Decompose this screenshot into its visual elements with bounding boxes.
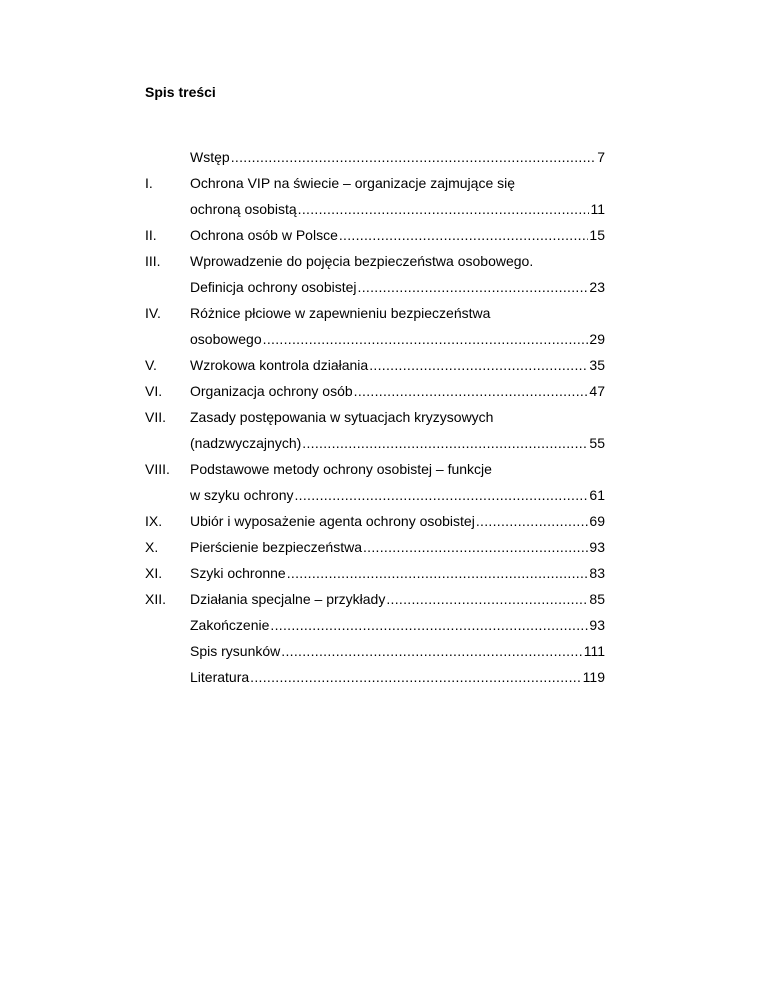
toc-dot-leader (339, 226, 589, 244)
toc-entry-body (190, 356, 605, 374)
toc-entry-number: III. (145, 253, 161, 269)
toc-page-number: 83 (589, 565, 605, 581)
toc-entry-body (190, 616, 605, 634)
toc-entry (145, 512, 605, 530)
toc-page-number: 69 (589, 513, 605, 529)
toc-entry-title: Ochrona osób w Polsce (190, 227, 338, 243)
toc-entry-number (145, 668, 190, 686)
toc-entry-body (190, 174, 605, 218)
toc-entry (145, 538, 605, 556)
toc-dot-leader (294, 486, 588, 504)
toc-entry-title-line: Wprowadzenie do pojęcia bezpieczeństwa osobowego. (190, 253, 534, 269)
toc-entry (145, 148, 605, 166)
toc-entry (145, 668, 605, 686)
toc-page-number: 119 (582, 669, 605, 685)
page-title: Spis treści (145, 84, 216, 100)
toc-entry-number: X. (145, 539, 159, 555)
toc-entry-body (190, 564, 605, 582)
toc-entry (145, 590, 605, 608)
toc-entry (145, 174, 605, 218)
toc-entry-body (190, 226, 605, 244)
toc-entry-title-line: Różnice płciowe w zapewnieniu bezpieczeństwa (190, 305, 491, 321)
toc-page-number: 111 (583, 643, 605, 659)
toc-entry-number (145, 148, 190, 166)
toc-entry-body (190, 590, 605, 608)
toc-entry-number: XII. (145, 591, 167, 607)
toc-page-number: 93 (589, 539, 605, 555)
toc-dot-leader (358, 278, 589, 296)
toc-dot-leader (386, 590, 588, 608)
toc-entry-last-line (190, 668, 605, 686)
toc-dot-leader (476, 512, 589, 530)
toc-entry-body (190, 408, 605, 452)
toc-entry-number: V. (145, 357, 157, 373)
toc-entry-title: osobowego (190, 331, 262, 347)
toc-entry-title-line: Ochrona VIP na świecie – organizacje zajmujące się (190, 175, 516, 191)
toc-entry-number: VII. (145, 409, 167, 425)
toc-entry-number: XI. (145, 565, 163, 581)
toc-dot-leader (270, 616, 588, 634)
toc-entry-last-line (190, 382, 605, 400)
toc-entry-title: Spis rysunków (190, 643, 281, 659)
toc-entry-last-line (190, 200, 605, 218)
toc-dot-leader (281, 642, 582, 660)
toc-page-number: 23 (589, 279, 605, 295)
toc-dot-leader (250, 668, 582, 686)
toc-entry (145, 564, 605, 582)
toc-entry-title-line: Podstawowe metody ochrony osobistej – funkcje (190, 461, 492, 477)
toc-entry (145, 356, 605, 374)
toc-entry-title: Literatura (190, 669, 250, 685)
toc-page-number: 7 (597, 149, 605, 165)
toc-entry-last-line (190, 486, 605, 504)
toc-entry-last-line (190, 330, 605, 348)
toc-entry (145, 252, 605, 296)
toc-entry-title-line: Zasady postępowania w sytuacjach kryzysowych (190, 409, 494, 425)
toc-entry-title: Organizacja ochrony osób (190, 383, 353, 399)
toc-page-number: 29 (589, 331, 605, 347)
toc-entry-last-line (190, 642, 605, 660)
toc-entry-number (145, 642, 190, 660)
toc-entry (145, 304, 605, 348)
toc-entry-last-line (190, 590, 605, 608)
toc-entry (145, 460, 605, 504)
toc-dot-leader (287, 564, 589, 582)
toc-entry (145, 382, 605, 400)
toc-entry-last-line (190, 538, 605, 556)
toc-entry-number: II. (145, 227, 157, 243)
toc-entry-title: Definicja ochrony osobistej (190, 279, 357, 295)
toc-dot-leader (363, 538, 588, 556)
toc-entry-last-line (190, 148, 605, 166)
toc-dot-leader (231, 148, 597, 166)
toc-page-number: 85 (589, 591, 605, 607)
toc-entry-number: IV. (145, 305, 161, 321)
toc-entry-last-line (190, 434, 605, 452)
toc-entry-body (190, 252, 605, 296)
toc-entry-body (190, 148, 605, 166)
toc-entry-title: Wstęp (190, 149, 230, 165)
toc-entry-title: Szyki ochronne (190, 565, 286, 581)
toc-entry-body (190, 382, 605, 400)
toc-page-number: 61 (589, 487, 605, 503)
toc-entry-last-line (190, 356, 605, 374)
table-of-contents (145, 148, 605, 694)
toc-entry-last-line (190, 278, 605, 296)
toc-page-number: 15 (589, 227, 605, 243)
toc-entry-number: I. (145, 175, 153, 191)
toc-entry-body (190, 538, 605, 556)
toc-entry-title: Ubiór i wyposażenie agenta ochrony osobistej (190, 513, 475, 529)
toc-entry-title: Wzrokowa kontrola działania (190, 357, 369, 373)
toc-entry-number: VI. (145, 383, 163, 399)
toc-entry-title: Zakończenie (190, 617, 270, 633)
toc-entry-title: Pierścienie bezpieczeństwa (190, 539, 362, 555)
toc-entry-number: IX. (145, 513, 163, 529)
toc-entry-title: w szyku ochrony (190, 487, 294, 503)
toc-entry-number (145, 616, 190, 634)
toc-entry-body (190, 304, 605, 348)
toc-entry-last-line (190, 512, 605, 530)
toc-entry-body (190, 642, 605, 660)
toc-entry-body (190, 668, 605, 686)
toc-entry-title: (nadzwyczajnych) (190, 435, 302, 451)
toc-page-number: 11 (590, 201, 605, 217)
toc-entry-last-line (190, 616, 605, 634)
toc-entry (145, 226, 605, 244)
toc-entry-body (190, 512, 605, 530)
toc-entry (145, 408, 605, 452)
toc-entry-last-line (190, 564, 605, 582)
toc-entry-title: ochroną osobistą (190, 201, 297, 217)
toc-entry-body (190, 460, 605, 504)
toc-dot-leader (263, 330, 589, 348)
toc-page-number: 93 (589, 617, 605, 633)
toc-page-number: 47 (589, 383, 605, 399)
toc-entry (145, 642, 605, 660)
toc-entry (145, 616, 605, 634)
toc-entry-number: VIII. (145, 461, 170, 477)
toc-entry-title: Działania specjalne – przykłady (190, 591, 386, 607)
toc-entry-last-line (190, 226, 605, 244)
toc-dot-leader (354, 382, 589, 400)
toc-dot-leader (298, 200, 590, 218)
toc-page-number: 35 (589, 357, 605, 373)
toc-dot-leader (369, 356, 588, 374)
toc-dot-leader (302, 434, 588, 452)
toc-page-number: 55 (589, 435, 605, 451)
